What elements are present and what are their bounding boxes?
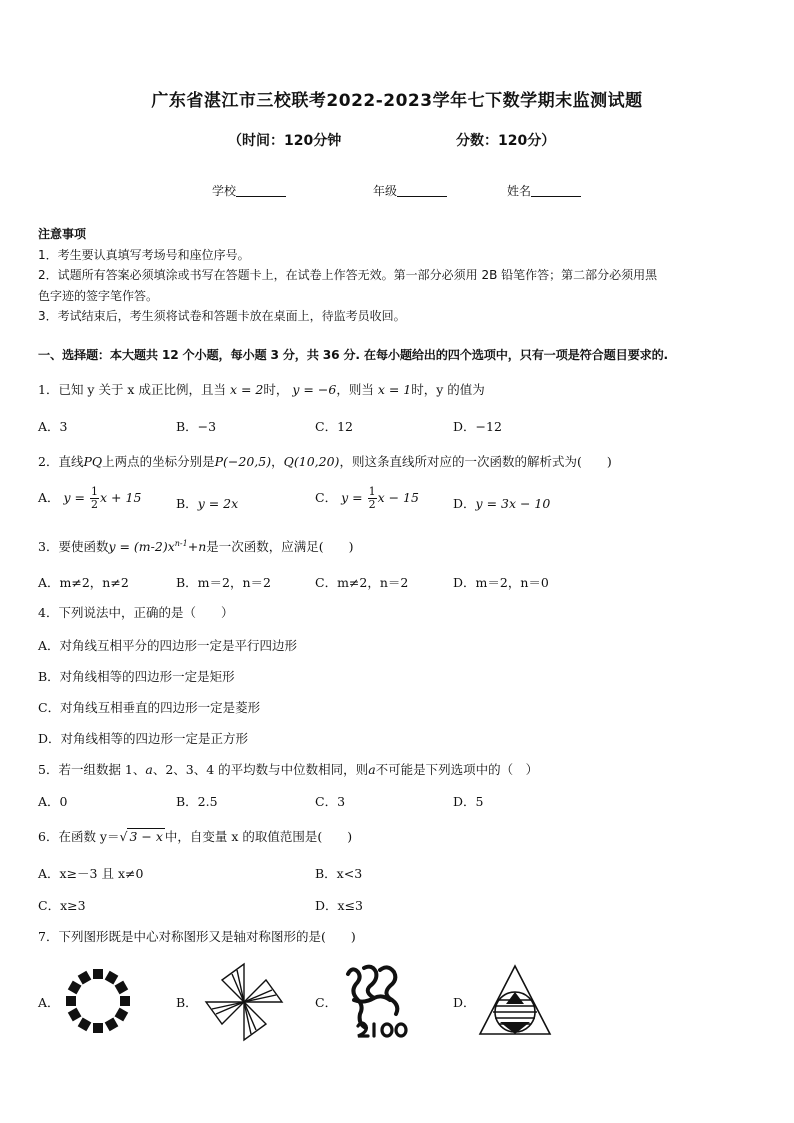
section-heading: 一、选择题：本大题共 12 个小题，每小题 3 分，共 36 分. 在每小题给出的四个选项中，只有一项是符合题目要求的. [38,348,668,362]
ring-square [68,1008,82,1022]
q4-option-a[interactable]: A．对角线互相平分的四边形一定是平行四边形 [38,638,298,653]
triangle-circle-figure [476,962,554,1038]
q3-option-c[interactable]: C．m≠2，n＝2 [315,575,409,590]
question-7: 7．下列图形既是中心对称图形又是轴对称图形的是( ) [38,929,356,944]
school-field[interactable]: 学校 [212,182,286,199]
question-2: 2．直线PQ上两点的坐标分别是P(−20,5)，Q(10,20)，则这条直线所对应的一次函数的解析式为( ) [38,454,612,469]
q1-option-a[interactable]: A．3 [38,419,68,434]
total-score: 分数：120分） [456,133,556,149]
ring-square [120,996,130,1006]
ring-square [105,971,119,985]
q5-option-c[interactable]: C．3 [315,794,346,809]
ring-square [93,1023,103,1033]
q4-option-c[interactable]: C．对角线互相垂直的四边形一定是菱形 [38,700,261,715]
grade-field[interactable]: 年级 [373,182,447,199]
q6-option-c[interactable]: C．x≥3 [38,898,86,913]
q1-option-c[interactable]: C．12 [315,419,353,434]
q6-option-a[interactable]: A．x≥－3 且 x≠0 [38,866,144,881]
q4-option-d[interactable]: D．对角线相等的四边形一定是正方形 [38,731,249,746]
question-6: 6．在函数 y＝√ 3 − x 中，自变量 x 的取值范围是( ) [38,829,353,844]
radical: 3 − x [129,829,163,844]
q2-option-d[interactable]: D．y = 3x − 10 [453,496,551,511]
question-1: 1．已知 y 关于 x 成正比例，且当 x = 2时， y = −6，则当 x = 1时，y 的值为 [38,382,485,397]
ring-square [66,996,76,1006]
q7-option-b[interactable]: B． [176,995,198,1010]
ring-square [78,971,92,985]
ring-square [105,1018,119,1032]
q3-option-b[interactable]: B．m＝2，n＝2 [176,575,271,590]
fraction: $\frac{1}{2}$ [91,485,99,511]
q5-option-a[interactable]: A．0 [38,794,68,809]
q7-option-d[interactable]: D． [453,995,476,1010]
pinwheel-figure [202,960,286,1044]
time-limit: （时间：120分钟 [228,133,342,149]
notice-item: 2．试题所有答案必须填涂或书写在答题卡上，在试卷上作答无效。第一部分必须用 2B 铅笔作答；第二部分必须用黑 [38,268,658,282]
q3-option-a[interactable]: A．m≠2，n≠2 [38,575,129,590]
q1-option-d[interactable]: D．−12 [453,419,502,434]
q4-option-b[interactable]: B．对角线相等的四边形一定是矩形 [38,669,235,684]
notice-item: 色字迹的签字笔作答。 [38,288,159,303]
ring-square [68,981,82,995]
q7-option-a[interactable]: A． [38,995,60,1010]
exam-title: 广东省湛江市三校联考2022-2023学年七下数学期末监测试题 [151,91,643,111]
ring-square [93,969,103,979]
notice-item: 1．考生要认真填写考场号和座位序号。 [38,247,250,262]
q6-option-b[interactable]: B．x<3 [315,866,363,881]
q5-option-b[interactable]: B．2.5 [176,794,218,809]
q7-option-c[interactable]: C． [315,995,338,1010]
ring-of-squares-figure [62,965,134,1037]
expo-logo-figure [340,960,410,1040]
q2-option-a[interactable]: A． y = $\frac{1}{2}$ x + 15 [38,485,142,511]
q6-option-d[interactable]: D．x≤3 [315,898,363,913]
q2-option-b[interactable]: B．y = 2x [176,496,239,511]
ring-square [115,981,129,995]
question-5: 5．若一组数据 1、a、2、3、4 的平均数与中位数相同，则a不可能是下列选项中的（ ） [38,762,539,777]
notice-title: 注意事项 [38,227,87,241]
ring-square [78,1018,92,1032]
notice-block [38,224,758,327]
q1-option-b[interactable]: B．−3 [176,419,217,434]
fraction: $\frac{1}{2}$ [368,485,376,511]
q5-option-d[interactable]: D．5 [453,794,484,809]
ring-square [115,1008,129,1022]
notice-item: 3．考试结束后，考生须将试卷和答题卡放在桌面上，待监考员收回。 [38,309,406,323]
question-3: 3．要使函数$y = (m-2)x^{n-1}+n$是一次函数，应满足( ) [38,538,354,554]
q2-option-c[interactable]: C． y = $\frac{1}{2}$ x − 15 [315,485,419,511]
q3-option-d[interactable]: D．m＝2，n＝0 [453,575,549,590]
question-4: 4．下列说法中，正确的是（ ） [38,605,234,620]
name-field[interactable]: 姓名 [507,182,581,199]
